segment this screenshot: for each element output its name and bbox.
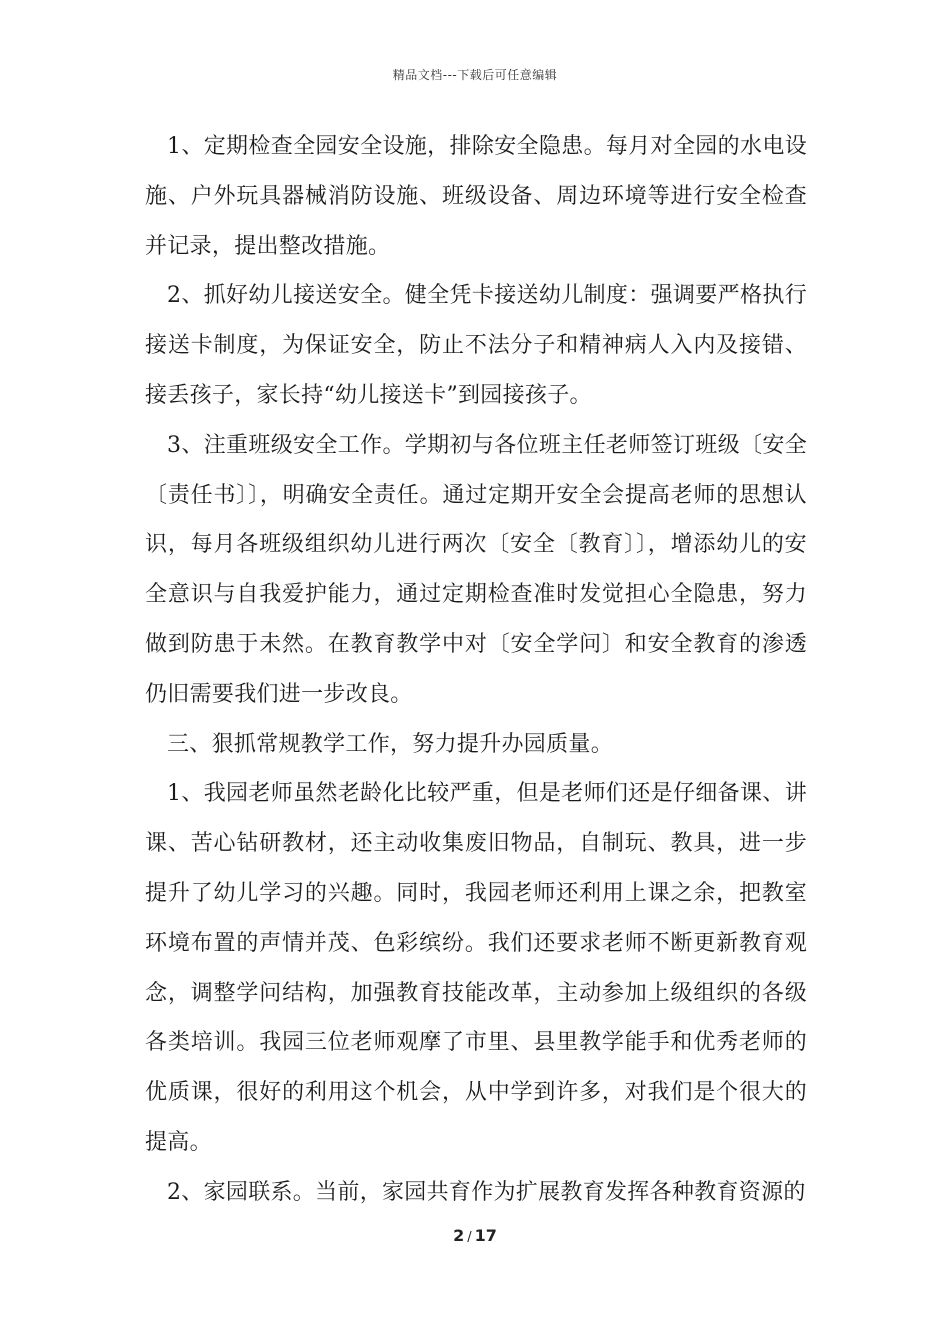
section-heading: 三、狠抓常规教学工作，努力提升办园质量。 [167,731,614,757]
current-page: 2 [453,1226,465,1245]
total-pages: 17 [474,1226,497,1245]
paragraph: 3、注重班级安全工作。学期初与各位班主任老师签订班级〔安全〔责任书〕〕，明确安全责任。通过定期开安全会提高老师的思想认识，每月各班级组织幼儿进行两次〔安全〔教育〕〕，增添幼儿的安全意识与自我爱护能力，通过定期检查准时发觉担心全隐患，努力做到防患于未然。在教育教学中对〔安全学问〕和安全教育的渗透仍旧需要我们进一步改良。 [145,432,807,707]
paragraph: 1、我园老师虽然老龄化比较严重，但是老师们还是仔细备课、讲课、苦心钻研教材，还主动收集废旧物品，自制玩、教具，进一步提升了幼儿学习的兴趣。同时，我园老师还利用上课之余，把教室环境布置的声情并茂、色彩缤纷。我们还要求老师不断更新教育观念，调整学问结构，加强教育技能改革，主动参加上级组织的各级各类培训。我园三位老师观摩了市里、县里教学能手和优秀老师的优质课，很好的利用这个机会，从中学到许多，对我们是个很大的提高。 [145,781,807,1155]
page-separator: / [467,1230,472,1245]
document-body [145,122,807,1218]
header-text: 精品文档---下载后可任意编辑 [392,68,558,82]
paragraph: 1、定期检查全园安全设施，排除安全隐患。每月对全园的水电设施、户外玩具器械消防设施、班级设备、周边环境等进行安全检查并记录，提出整改措施。 [145,134,807,259]
paragraph: 2、家园联系。当前，家园共育作为扩展教育发挥各种教育资源的 [167,1179,806,1205]
paragraph: 2、抓好幼儿接送安全。健全凭卡接送幼儿制度：强调要严格执行接送卡制度，为保证安全，防止不法分子和精神病人入内及接错、接丢孩子，家长持“幼儿接送卡”到园接孩子。 [145,283,807,408]
page-number [0,1226,950,1245]
page-header [0,66,950,83]
